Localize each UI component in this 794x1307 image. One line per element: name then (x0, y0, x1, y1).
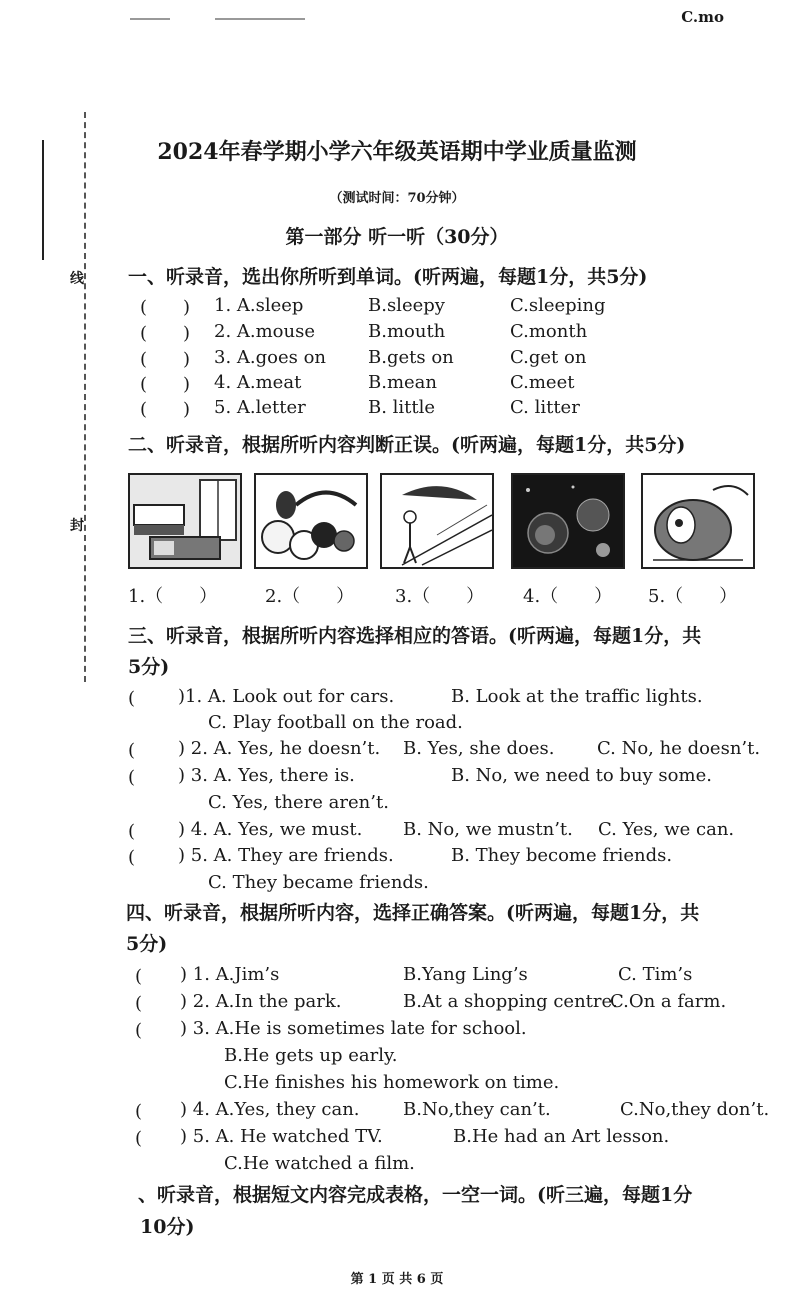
option-a: ) 2. A.In the park. (180, 991, 342, 1012)
option-c: C. Yes, there aren’t. (208, 792, 389, 813)
option-a: 4. A.meat (214, 372, 302, 393)
option-a: ) 5. A. He watched TV. (180, 1126, 383, 1147)
judge-label: 4.（ ） (523, 586, 613, 607)
option-a: ) 3. A. Yes, there is. (178, 765, 355, 786)
answer-bracket: ( ) (140, 297, 191, 318)
judge-label: 1.（ ） (128, 586, 218, 607)
option-a: ) 1. A.Jim’s (180, 964, 280, 985)
answer-bracket: ( (128, 688, 154, 709)
option-b: B.He gets up early. (224, 1045, 398, 1066)
option-b: B. Look at the traffic lights. (451, 686, 703, 707)
option-c: C. Tim’s (618, 964, 693, 985)
road-crossing-picture (380, 473, 494, 569)
answer-bracket: ( (135, 966, 161, 987)
section5-heading-cont: 10分) (140, 1216, 195, 1238)
option-c: C.He watched a film. (224, 1153, 415, 1174)
option-a: )1. A. Look out for cars. (178, 686, 395, 707)
section5-heading: 、听录音，根据短文内容完成表格，一空一词。(听三遍，每题1分 (138, 1184, 693, 1206)
answer-bracket: ( (135, 993, 161, 1014)
binding-char: 线 (70, 271, 84, 287)
answer-bracket: ( (135, 1101, 161, 1122)
option-a: ) 4. A. Yes, we must. (178, 819, 363, 840)
option-c: C. Play football on the road. (208, 712, 463, 733)
option-b: B.At a shopping centre. (403, 991, 618, 1012)
scan-mark (215, 18, 305, 20)
option-a: ) 4. A.Yes, they can. (180, 1099, 360, 1120)
answer-bracket: ( ) (140, 323, 191, 344)
option-c: C.On a farm. (610, 991, 727, 1012)
section4-heading: 四、听录音，根据所听内容，选择正确答案。(听两遍，每题1分，共 (126, 902, 700, 924)
section3-heading: 三、听录音，根据所听内容选择相应的答语。(听两遍，每题1分，共 (128, 625, 702, 647)
option-c: C.meet (510, 372, 575, 393)
option-c: C. Yes, we can. (598, 819, 735, 840)
exam-time-note: （测试时间：70分钟） (329, 191, 465, 206)
bedroom-picture (128, 473, 242, 569)
section2-heading: 二、听录音，根据所听内容判断正误。(听两遍，每题1分，共5分) (128, 434, 686, 456)
option-c: C.get on (510, 347, 587, 368)
option-a: 1. A.sleep (214, 295, 304, 316)
answer-bracket: ( (128, 847, 154, 868)
fruit-picture (254, 473, 368, 569)
option-b: B.No,they can’t. (403, 1099, 551, 1120)
option-c: C. litter (510, 397, 580, 418)
option-b: B. No, we need to buy some. (451, 765, 712, 786)
option-b: B. Yes, she does. (403, 738, 555, 759)
option-c: C. They became friends. (208, 872, 429, 893)
option-c: C.sleeping (510, 295, 606, 316)
page-number: 第 1 页 共 6 页 (350, 1272, 444, 1287)
option-b: B.mean (368, 372, 437, 393)
exam-title: 2024年春学期小学六年级英语期中学业质量监测 (157, 139, 637, 165)
option-a: 5. A.letter (214, 397, 306, 418)
answer-bracket: ( ) (140, 349, 191, 370)
option-b: B.mouth (368, 321, 446, 342)
answer-bracket: ( (135, 1020, 161, 1041)
option-a: 2. A.mouse (214, 321, 316, 342)
binding-char: 封 (70, 518, 84, 534)
judge-label: 3.（ ） (395, 586, 485, 607)
option-c: C. No, he doesn’t. (597, 738, 761, 759)
option-b: B. They become friends. (451, 845, 673, 866)
answer-bracket: ( (128, 821, 154, 842)
answer-bracket: ( ) (140, 399, 191, 420)
answer-bracket: ( (128, 767, 154, 788)
option-a: ) 2. A. Yes, he doesn’t. (178, 738, 381, 759)
option-b: B. No, we mustn’t. (403, 819, 573, 840)
option-b: B.Yang Ling’s (403, 964, 528, 985)
option-b: B.He had an Art lesson. (453, 1126, 670, 1147)
option-b: B.gets on (368, 347, 454, 368)
part-heading: 第一部分 听一听（30分） (285, 226, 509, 248)
section1-heading: 一、听录音，选出你所听到单词。(听两遍，每题1分，共5分) (128, 266, 648, 288)
judge-label: 2.（ ） (265, 586, 355, 607)
section4-heading-cont: 5分) (126, 933, 168, 955)
animal-picture (641, 473, 755, 569)
option-a: 3. A.goes on (214, 347, 327, 368)
option-a: ) 5. A. They are friends. (178, 845, 394, 866)
option-c: C.month (510, 321, 588, 342)
scan-mark (130, 18, 170, 20)
section3-heading-cont: 5分) (128, 656, 170, 678)
answer-bracket: ( (128, 740, 154, 761)
planets-picture (511, 473, 625, 569)
option-b: B.sleepy (368, 295, 445, 316)
corner-mark: C.mo (681, 8, 724, 26)
option-c: C.He finishes his homework on time. (224, 1072, 560, 1093)
answer-bracket: ( (135, 1128, 161, 1149)
answer-bracket: ( ) (140, 374, 191, 395)
option-a: ) 3. A.He is sometimes late for school. (180, 1018, 527, 1039)
judge-label: 5.（ ） (648, 586, 738, 607)
option-c: C.No,they don’t. (620, 1099, 770, 1120)
option-b: B. little (368, 397, 436, 418)
